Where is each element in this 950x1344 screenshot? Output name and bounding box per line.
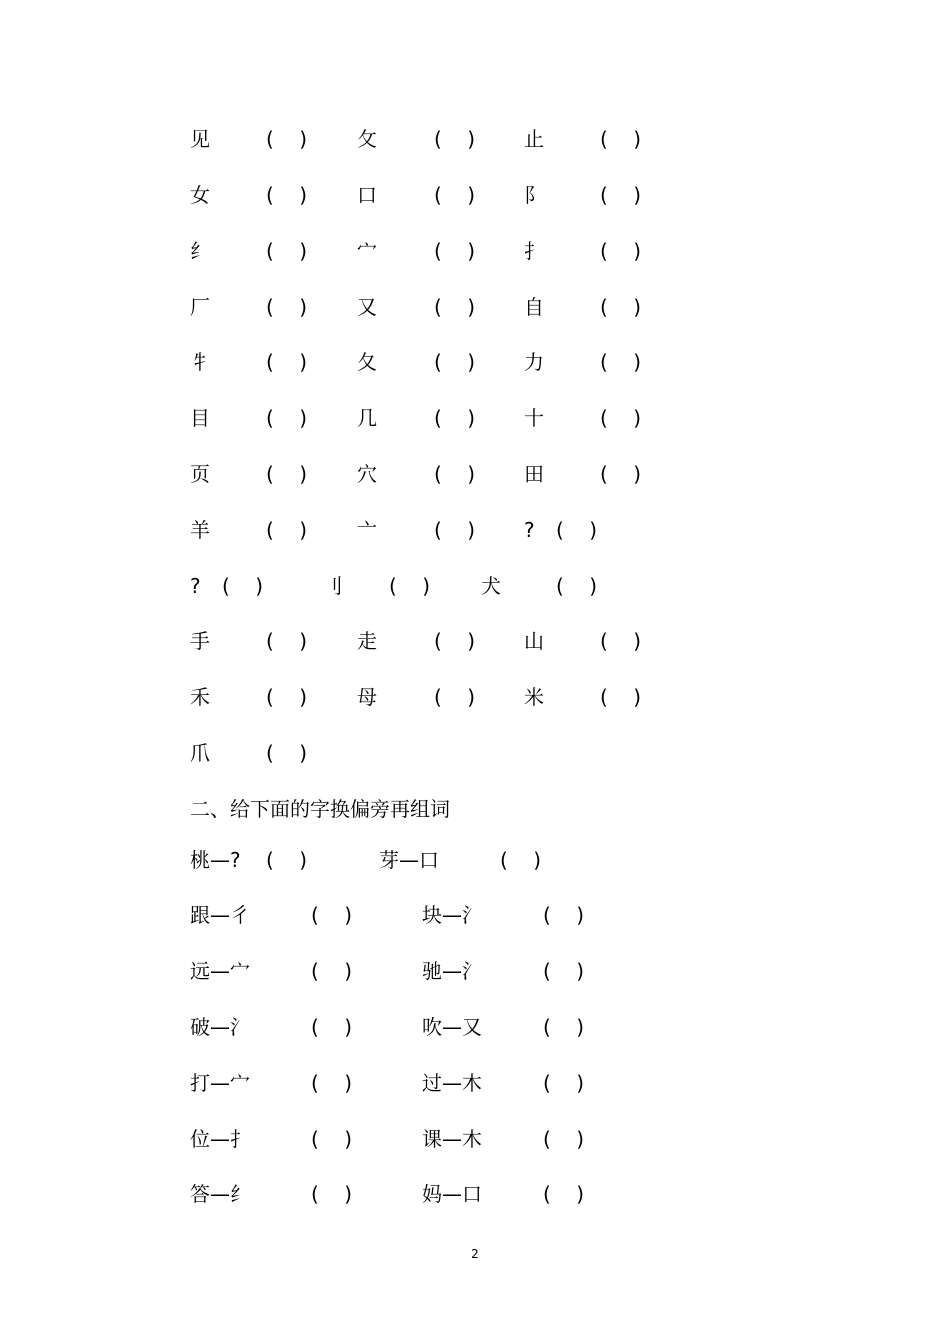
radical-row <box>0 292 950 322</box>
radical: 手 <box>190 629 210 653</box>
answer-blank: ( ) <box>434 183 476 207</box>
radical: 穴 <box>357 462 377 486</box>
radical: 力 <box>524 350 544 374</box>
radical: 扌 <box>524 239 544 263</box>
radical: 宀 <box>357 239 377 263</box>
radical: 几 <box>357 406 377 430</box>
radical: 田 <box>524 462 544 486</box>
answer-blank: ( ) <box>266 848 308 872</box>
answer-blank: ( ) <box>266 127 308 151</box>
answer-blank: ( ) <box>311 1182 353 1206</box>
radical: 止 <box>524 127 544 151</box>
radical-row <box>0 347 950 377</box>
radical: 走 <box>357 629 377 653</box>
answer-blank: ( ) <box>266 239 308 263</box>
word-row <box>0 1012 950 1042</box>
answer-blank: ( ) <box>434 462 476 486</box>
answer-blank: ( ) <box>543 1015 585 1039</box>
radical-row <box>0 180 950 210</box>
word-pair: 跟—彳 <box>190 903 250 927</box>
radical: 厂 <box>190 295 210 319</box>
answer-blank: ( ) <box>556 574 598 598</box>
answer-blank: ( ) <box>600 350 642 374</box>
radical: 阝 <box>524 183 544 207</box>
answer-blank: ( ) <box>543 1127 585 1151</box>
radical: 口 <box>357 183 377 207</box>
word-row <box>0 900 950 930</box>
answer-blank: ( ) <box>434 406 476 430</box>
answer-blank: ( ) <box>600 629 642 653</box>
answer-blank: ( ) <box>266 685 308 709</box>
word-pair: 妈—口 <box>422 1182 482 1206</box>
answer-blank: ( ) <box>266 629 308 653</box>
answer-blank: ( ) <box>434 685 476 709</box>
answer-blank: ( ) <box>434 350 476 374</box>
word-row <box>0 1124 950 1154</box>
radical-row <box>0 682 950 712</box>
radical: 羊 <box>190 518 210 542</box>
answer-blank: ( ) <box>311 959 353 983</box>
answer-blank: ( ) <box>434 127 476 151</box>
answer-blank: ( ) <box>543 1071 585 1095</box>
radical: 山 <box>524 629 544 653</box>
word-row <box>0 845 950 875</box>
radical: 刂 <box>323 574 343 598</box>
answer-blank: ( ) <box>543 1182 585 1206</box>
word-pair: 破—氵 <box>190 1015 250 1039</box>
answer-blank: ( ) <box>434 239 476 263</box>
word-pair: 过—木 <box>422 1071 482 1095</box>
word-pair: 吹—又 <box>422 1015 482 1039</box>
answer-blank: ( ) <box>266 518 308 542</box>
answer-blank: ( ) <box>600 462 642 486</box>
word-pair: 桃—? <box>190 848 241 872</box>
answer-blank: ( ) <box>600 183 642 207</box>
word-row <box>0 1179 950 1209</box>
word-row <box>0 956 950 986</box>
answer-blank: ( ) <box>311 1127 353 1151</box>
answer-blank: ( ) <box>543 959 585 983</box>
word-pair: 远—宀 <box>190 959 250 983</box>
word-pair: 答—纟 <box>190 1182 250 1206</box>
radical-row <box>0 236 950 266</box>
radical: 攵 <box>357 127 377 151</box>
word-pair: 位—扌 <box>190 1127 250 1151</box>
answer-blank: ( ) <box>600 127 642 151</box>
answer-blank: ( ) <box>600 685 642 709</box>
answer-blank: ( ) <box>556 518 598 542</box>
radical: 纟 <box>190 239 210 263</box>
radical: 犬 <box>481 574 501 598</box>
word-pair: 芽—口 <box>379 848 439 872</box>
radical-row <box>0 515 950 545</box>
answer-blank: ( ) <box>222 574 264 598</box>
word-pair: 块—氵 <box>422 903 482 927</box>
answer-blank: ( ) <box>389 574 431 598</box>
answer-blank: ( ) <box>434 629 476 653</box>
radical: 自 <box>524 295 544 319</box>
answer-blank: ( ) <box>543 903 585 927</box>
radical: 女 <box>190 183 210 207</box>
word-pair: 课—木 <box>422 1127 482 1151</box>
word-row <box>0 1068 950 1098</box>
answer-blank: ( ) <box>266 741 308 765</box>
answer-blank: ( ) <box>266 350 308 374</box>
answer-blank: ( ) <box>266 462 308 486</box>
radical: 页 <box>190 462 210 486</box>
answer-blank: ( ) <box>434 295 476 319</box>
radical: ? <box>524 518 535 542</box>
radical: 母 <box>357 685 377 709</box>
answer-blank: ( ) <box>311 903 353 927</box>
radical-row <box>0 124 950 154</box>
radical-row <box>0 738 950 768</box>
radical: 又 <box>357 295 377 319</box>
radical: 牜 <box>190 350 210 374</box>
radical: 十 <box>524 406 544 430</box>
word-pair: 驰—氵 <box>422 959 482 983</box>
radical: 夂 <box>357 350 377 374</box>
radical-row <box>0 403 950 433</box>
radical: 亠 <box>357 518 377 542</box>
radical: ? <box>190 574 201 598</box>
radical-row <box>0 459 950 489</box>
page-number: 2 <box>471 1247 479 1261</box>
radical: 见 <box>190 127 210 151</box>
answer-blank: ( ) <box>266 295 308 319</box>
answer-blank: ( ) <box>600 239 642 263</box>
answer-blank: ( ) <box>600 406 642 430</box>
answer-blank: ( ) <box>311 1071 353 1095</box>
radical: 目 <box>190 406 210 430</box>
radical-row <box>0 626 950 656</box>
answer-blank: ( ) <box>311 1015 353 1039</box>
answer-blank: ( ) <box>434 518 476 542</box>
answer-blank: ( ) <box>500 848 542 872</box>
word-pair: 打—宀 <box>190 1071 250 1095</box>
answer-blank: ( ) <box>266 183 308 207</box>
radical-row <box>0 571 950 601</box>
section-heading: 二、给下面的字换偏旁再组词 <box>190 797 450 821</box>
radical: 禾 <box>190 685 210 709</box>
answer-blank: ( ) <box>266 406 308 430</box>
answer-blank: ( ) <box>600 295 642 319</box>
radical: 米 <box>524 685 544 709</box>
radical: 爪 <box>190 741 210 765</box>
